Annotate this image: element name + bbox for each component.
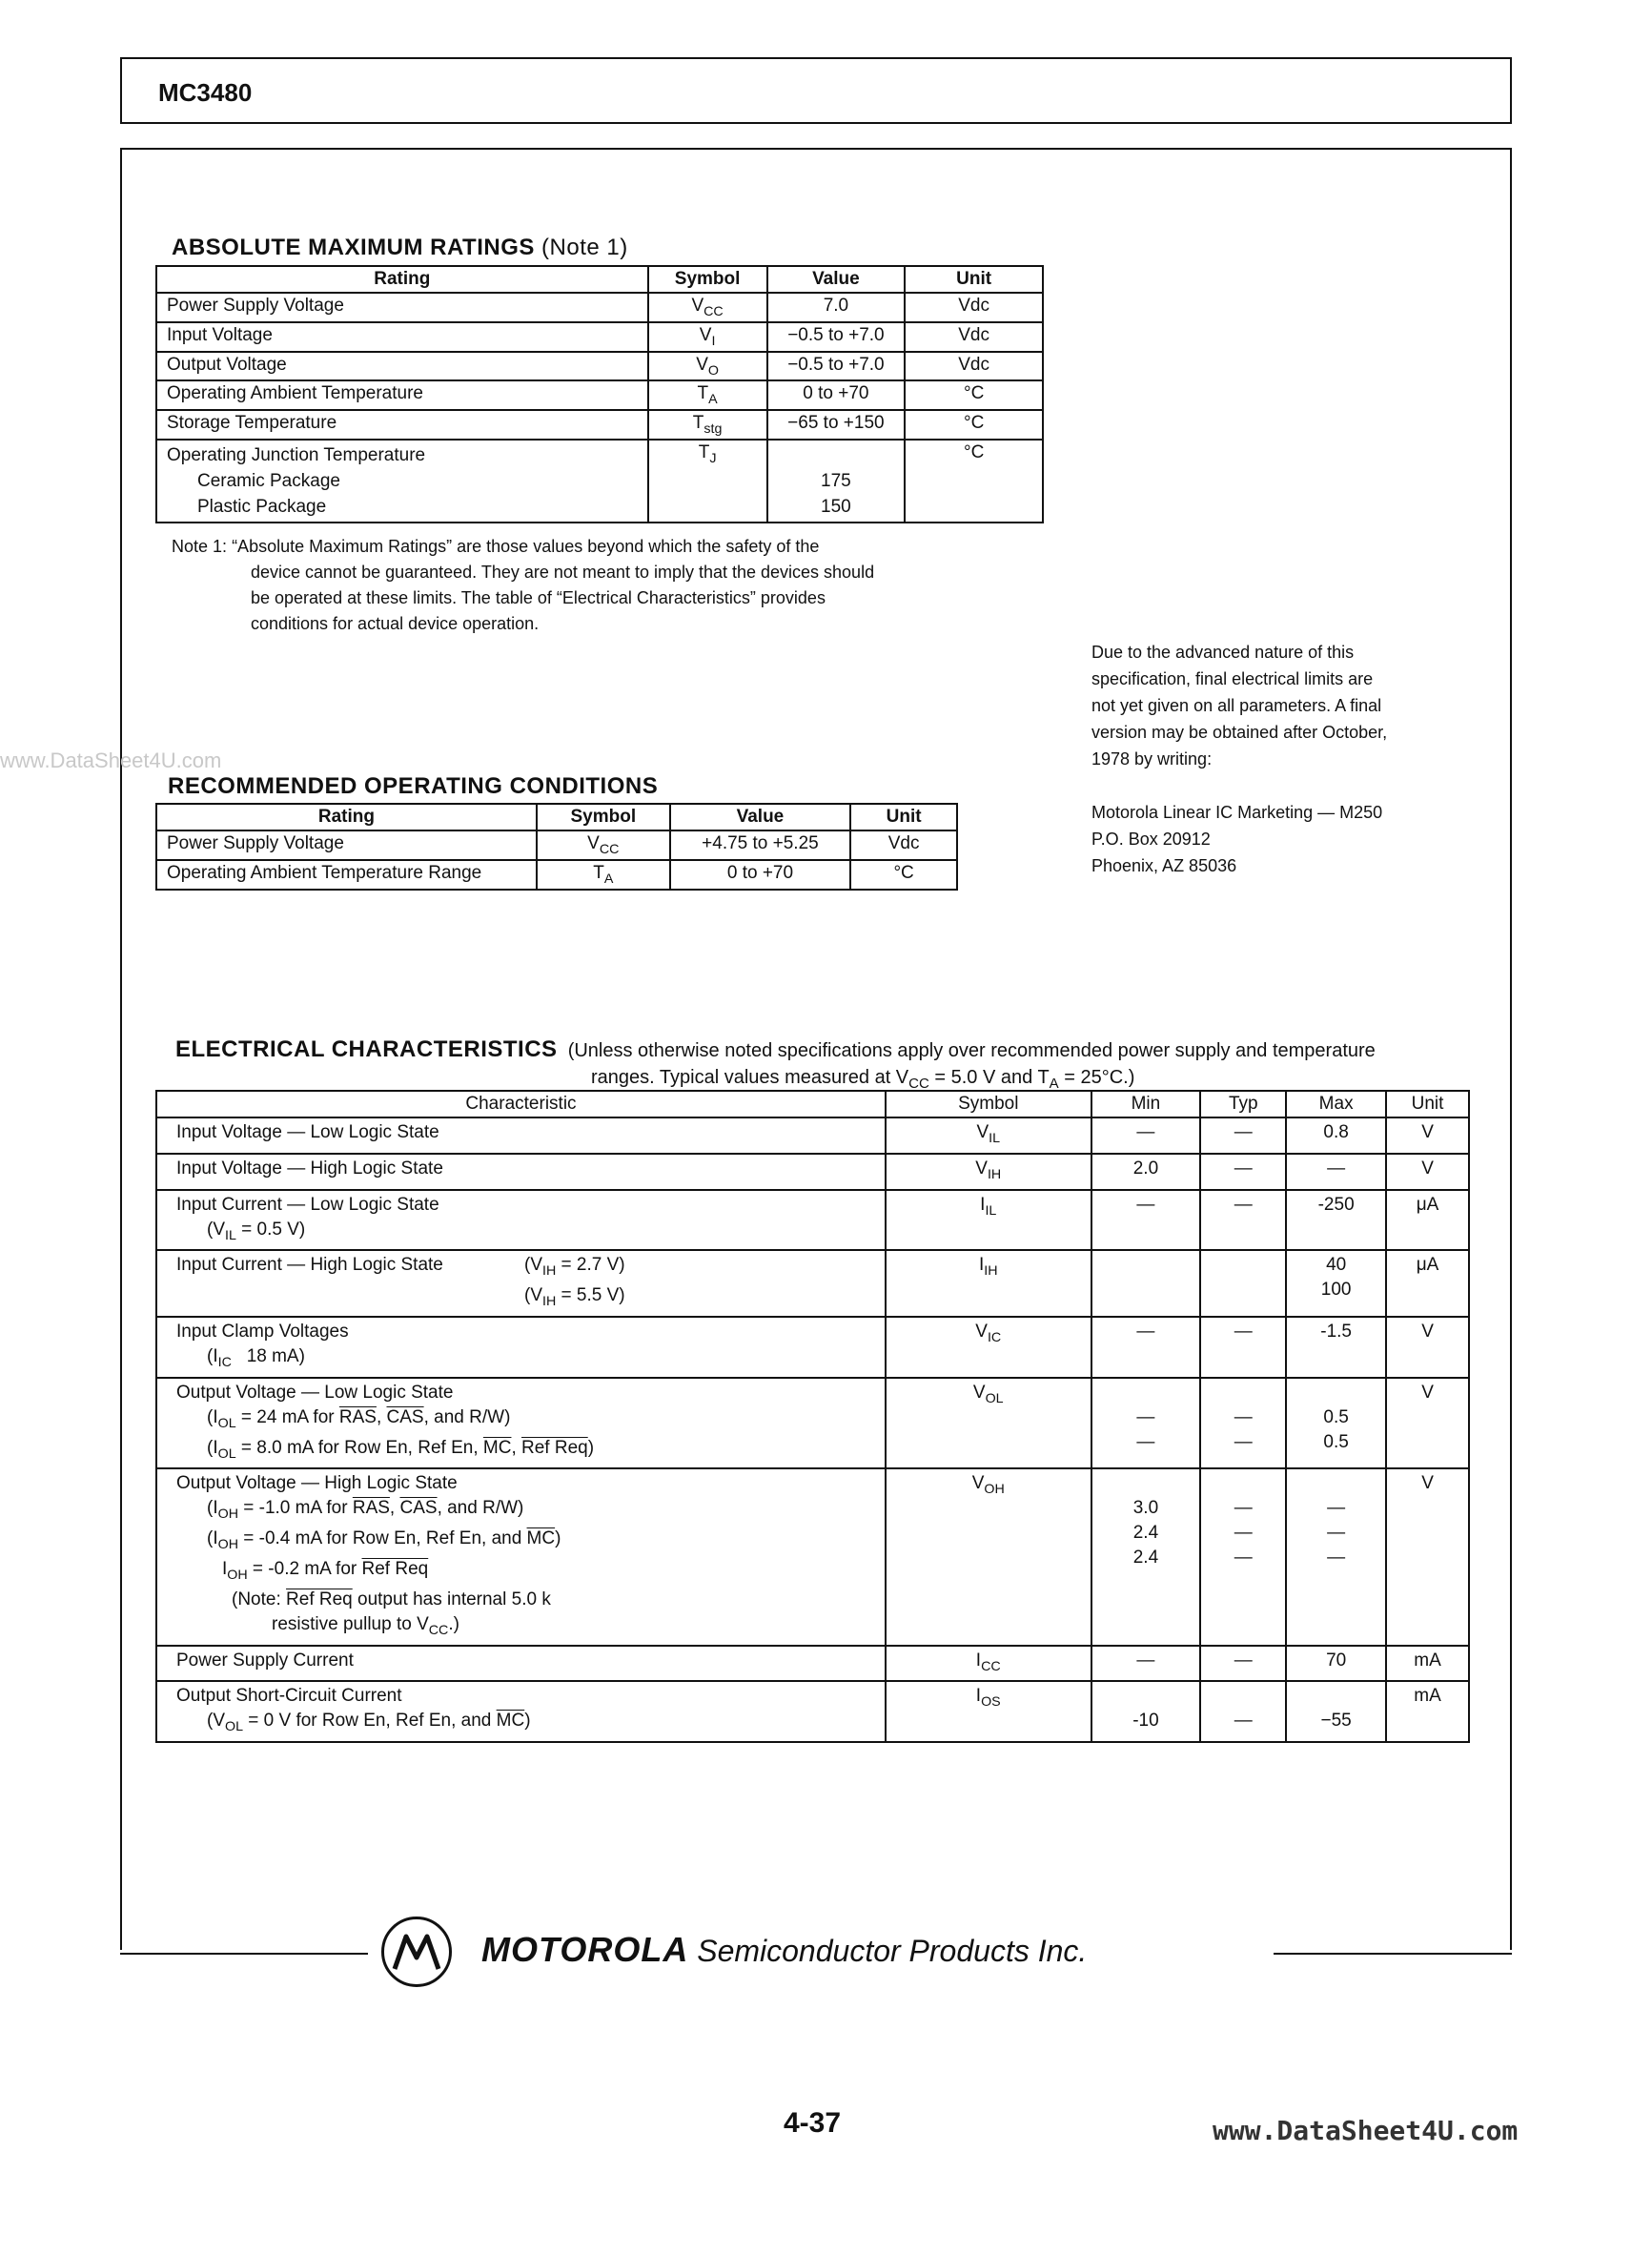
availability-note: Due to the advanced nature of this specification, final electrical limits are not yet given on all parameters. A final version may be obtained after October, 1978 by writing: Motorola Linear IC Marketing — M250 P.O. Box 20912 Phoenix, AZ 85036 (1091, 643, 1388, 875)
table-row: Power Supply Voltage $V_{CC}$ +4.75 to +5.25 Vdc (156, 830, 957, 860)
page-number: 4-37 (784, 2107, 842, 2139)
motorola-logo-icon (381, 1917, 452, 1987)
table-header-row: Characteristic Symbol Min Typ Max Unit (156, 1091, 1469, 1117)
table-row: Power Supply Voltage $V_{CC}$ 7.0 Vdc (156, 293, 1043, 322)
motorola-batwing-icon (391, 1933, 442, 1971)
elec-table (155, 1090, 1470, 1743)
watermark: www.DataSheet4U.com (0, 748, 222, 772)
table-row: Input Voltage — High Logic State $V_{IH}$ 2.0 — — V (156, 1154, 1469, 1190)
table-header-row: Rating Symbol Value Unit (156, 266, 1043, 293)
part-number: MC3480 (158, 78, 253, 107)
table-row: Input Clamp Voltages ($I_{IC}$ 18 mA) $V_{IC}$ — — -1.5 V (156, 1317, 1469, 1378)
table-row: Power Supply Current $I_{CC}$ — — 70 mA (156, 1646, 1469, 1682)
table-row: Operating Ambient Temperature Range $T_A$ 0 to +70 °C (156, 860, 957, 890)
table-row: Output Short-Circuit Current ($V_{OL} = 0$ V for Row En, Ref En, and $\overline{MC}$) $I_{OS}$ -10 — −55 mA (156, 1681, 1469, 1742)
table-row: Storage Temperature $T_{stg}$ −65 to +150 °C (156, 410, 1043, 440)
abs-max-table (155, 265, 1044, 523)
motorola-brand: MOTOROLA Semiconductor Products Inc. (481, 1930, 1088, 1969)
rec-op-table (155, 803, 958, 891)
table-row: Output Voltage $V_O$ −0.5 to +7.0 Vdc (156, 352, 1043, 381)
table-row: Operating Ambient Temperature $T_A$ 0 to +70 °C (156, 380, 1043, 410)
footer-rule-right (1274, 1953, 1512, 1955)
abs-max-title: ABSOLUTE MAXIMUM RATINGS (Note 1) (172, 235, 628, 260)
elec-heading: ELECTRICAL CHARACTERISTICS (Unless otherwise noted specifications apply over recommended power supply and temperature ranges. Typical values measured at $V_{CC} = 5.0$ V and $T_A = 25^\circ C$.) (175, 1036, 1376, 1092)
site-watermark: www.DataSheet4U.com (1213, 2115, 1519, 2146)
table-row: Input Voltage $V_I$ −0.5 to +7.0 Vdc (156, 322, 1043, 352)
footer-rule-left (120, 1953, 368, 1955)
table-row: Input Current — High Logic State ($V_{IH} = 2.7$ V) ($V_{IH} = 5.5$ V) $I_{IH}$ 40 100 μA (156, 1250, 1469, 1317)
rec-op-title: RECOMMENDED OPERATING CONDITIONS (168, 773, 659, 799)
table-header-row: Rating Symbol Value Unit (156, 804, 957, 830)
table-row: Input Voltage — Low Logic State $V_{IL}$ — — 0.8 V (156, 1117, 1469, 1154)
table-row: Output Voltage — High Logic State ($I_{OH} = -1.0$ mA for $\overline{RAS}$, $\overline{CAS}$, and R/W) ($I_{OH} = -0.4$ mA for Row En, Ref En, and $\overline{MC}$) $I_{OH} = -0.2$ mA for Ref Req (Note: Ref Req output has internal 5.0 k resistive pullup to $V_{CC}$.) $V_{OH}$ 3.0 2.4 2.4 — — — — — — V (156, 1468, 1469, 1645)
table-row: Input Current — Low Logic State ($V_{IL} = 0.5$ V) $I_{IL}$ — — -250 μA (156, 1190, 1469, 1251)
table-row: Output Voltage — Low Logic State ($I_{OL} = 24$ mA for $\overline{RAS}$, $\overline{CAS}$, and R/W) ($I_{OL} = 8.0$ mA for Row En, Ref En, $\overline{MC}$, Ref Req) $V_{OL}$ — — — — 0.5 0.5 V (156, 1378, 1469, 1469)
page-header (120, 57, 1512, 124)
abs-max-note: Note 1: “Absolute Maximum Ratings” are those values beyond which the safety of the device cannot be guaranteed. They are not meant to imply that the devices should be operated at these limits. The table of “Electrical Characteristics” provides conditions for actual device operation. (172, 537, 875, 633)
table-row: Operating Junction Temperature Ceramic Package Plastic Package $T_J$ 175 150 °C (156, 440, 1043, 523)
